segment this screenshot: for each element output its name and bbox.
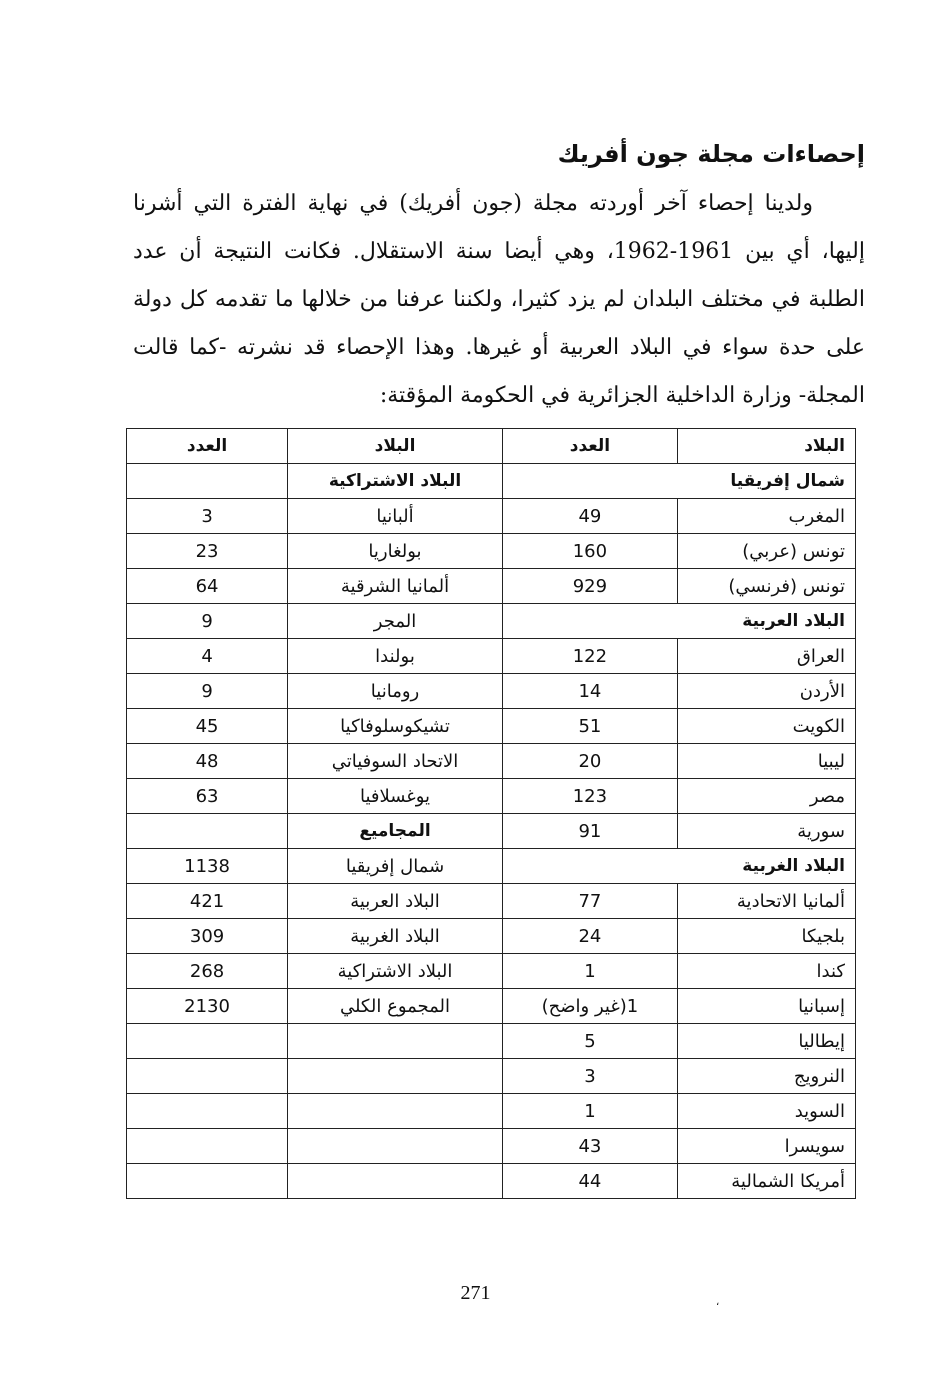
count-cell: 268 [127, 954, 288, 989]
table-header-row [127, 429, 856, 464]
table-row [127, 744, 856, 779]
country-cell: الكويت [677, 709, 855, 744]
country-cell: السويد [677, 1094, 855, 1129]
region-title-right: البلاد العربية [502, 604, 855, 639]
count-cell: 43 [502, 1129, 677, 1164]
body-paragraph [133, 180, 865, 420]
table-row [127, 989, 856, 1024]
country-cell: تشيكوسلوفاكيا [288, 709, 503, 744]
count-cell: 91 [502, 814, 677, 849]
table-row [127, 1059, 856, 1094]
count-cell: 23 [127, 534, 288, 569]
count-cell: 309 [127, 919, 288, 954]
count-cell: 9 [127, 674, 288, 709]
count-cell: 421 [127, 884, 288, 919]
country-cell: بلجيكا [677, 919, 855, 954]
country-cell: سورية [677, 814, 855, 849]
country-cell: البلاد العربية [288, 884, 503, 919]
header-count-left: العدد [127, 429, 288, 464]
count-cell: 1 [502, 954, 677, 989]
empty-cell [288, 1129, 503, 1164]
count-cell: 1 [502, 1094, 677, 1129]
country-cell: رومانيا [288, 674, 503, 709]
paragraph-text: ولدينا إحصاء آخر أوردته مجلة (جون أفريك) في نهاية الفترة التي أشرنا إليها، أي بين 1961-1962، وهي أيضا سنة الاستقلال. فكانت النتيجة أن عدد الطلبة في مختلف البلدان لم يزد كثيرا، ولكننا عرفنا من خلالها ما تقدمه كل دولة على حدة سواء في البلاد العربية أو غيرها. وهذا الإحصاء قد نشرته -كما قالت المجلة- وزارة الداخلية الجزائرية في الحكومة المؤقتة: [133, 191, 865, 408]
empty-cell [288, 1024, 503, 1059]
table-row [127, 814, 856, 849]
country-cell: يوغسلافيا [288, 779, 503, 814]
country-cell: المجر [288, 604, 503, 639]
country-cell: أمريكا الشمالية [677, 1164, 855, 1199]
count-cell: 160 [502, 534, 677, 569]
count-cell: 3 [127, 499, 288, 534]
country-cell: تونس (فرنسي) [677, 569, 855, 604]
country-cell: إيطاليا [677, 1024, 855, 1059]
country-cell: المغرب [677, 499, 855, 534]
country-cell: سويسرا [677, 1129, 855, 1164]
country-cell: إسبانيا [677, 989, 855, 1024]
country-cell: الأردن [677, 674, 855, 709]
country-cell: ألبانيا [288, 499, 503, 534]
empty-cell [127, 1129, 288, 1164]
empty-cell [127, 1094, 288, 1129]
country-cell: الاتحاد السوفياتي [288, 744, 503, 779]
table-row [127, 569, 856, 604]
count-cell: 1138 [127, 849, 288, 884]
region-title-left: البلاد الاشتراكية [288, 464, 503, 499]
table-row [127, 639, 856, 674]
header-country-right: البلاد [677, 429, 855, 464]
count-cell: 929 [502, 569, 677, 604]
table-row [127, 1164, 856, 1199]
section-heading: إحصاءات مجلة جون أفريك [557, 140, 865, 168]
count-cell: 123 [502, 779, 677, 814]
header-count-right: العدد [502, 429, 677, 464]
empty-cell [127, 1024, 288, 1059]
region-title-right: شمال إفريقيا [502, 464, 855, 499]
count-cell: 63 [127, 779, 288, 814]
count-cell: 64 [127, 569, 288, 604]
country-cell: كندا [677, 954, 855, 989]
country-cell: بولندا [288, 639, 503, 674]
page-number: 271 [460, 1282, 491, 1304]
empty-cell [127, 1164, 288, 1199]
empty-cell [288, 1094, 503, 1129]
table-row [127, 919, 856, 954]
count-cell: 122 [502, 639, 677, 674]
students-statistics-table [126, 428, 856, 1199]
count-cell: 49 [502, 499, 677, 534]
country-cell: ألمانيا الشرقية [288, 569, 503, 604]
table-row [127, 499, 856, 534]
count-cell: 77 [502, 884, 677, 919]
table-row [127, 709, 856, 744]
table-row [127, 954, 856, 989]
count-cell: 48 [127, 744, 288, 779]
count-cell: 24 [502, 919, 677, 954]
country-cell: ليبيا [677, 744, 855, 779]
country-cell: البلاد الغربية [288, 919, 503, 954]
table-row [127, 604, 856, 639]
empty-cell [288, 1059, 503, 1094]
count-cell: 5 [502, 1024, 677, 1059]
empty-cell [127, 464, 288, 499]
table-row [127, 1024, 856, 1059]
count-cell: 20 [502, 744, 677, 779]
count-cell: 14 [502, 674, 677, 709]
country-cell: مصر [677, 779, 855, 814]
count-cell: 51 [502, 709, 677, 744]
country-cell: ألمانيا الاتحادية [677, 884, 855, 919]
table-row [127, 779, 856, 814]
count-cell: 45 [127, 709, 288, 744]
count-cell: 2130 [127, 989, 288, 1024]
country-cell: العراق [677, 639, 855, 674]
region-title-left: المجاميع [288, 814, 503, 849]
region-title-right: البلاد الغربية [502, 849, 855, 884]
count-cell: 44 [502, 1164, 677, 1199]
country-cell: النرويج [677, 1059, 855, 1094]
table-row [127, 674, 856, 709]
count-cell: 4 [127, 639, 288, 674]
table-row [127, 884, 856, 919]
count-cell: 3 [502, 1059, 677, 1094]
country-cell: بولغاريا [288, 534, 503, 569]
count-cell: 9 [127, 604, 288, 639]
stray-mark: ، [716, 1297, 720, 1308]
country-cell: المجموع الكلي [288, 989, 503, 1024]
table-row [127, 1129, 856, 1164]
table-row [127, 534, 856, 569]
table-row [127, 464, 856, 499]
empty-cell [288, 1164, 503, 1199]
country-cell: شمال إفريقيا [288, 849, 503, 884]
table-row [127, 849, 856, 884]
empty-cell [127, 814, 288, 849]
header-country-left: البلاد [288, 429, 503, 464]
empty-cell [127, 1059, 288, 1094]
table-row [127, 1094, 856, 1129]
country-cell: تونس (عربي) [677, 534, 855, 569]
count-cell: 1(غير واضح) [502, 989, 677, 1024]
country-cell: البلاد الاشتراكية [288, 954, 503, 989]
